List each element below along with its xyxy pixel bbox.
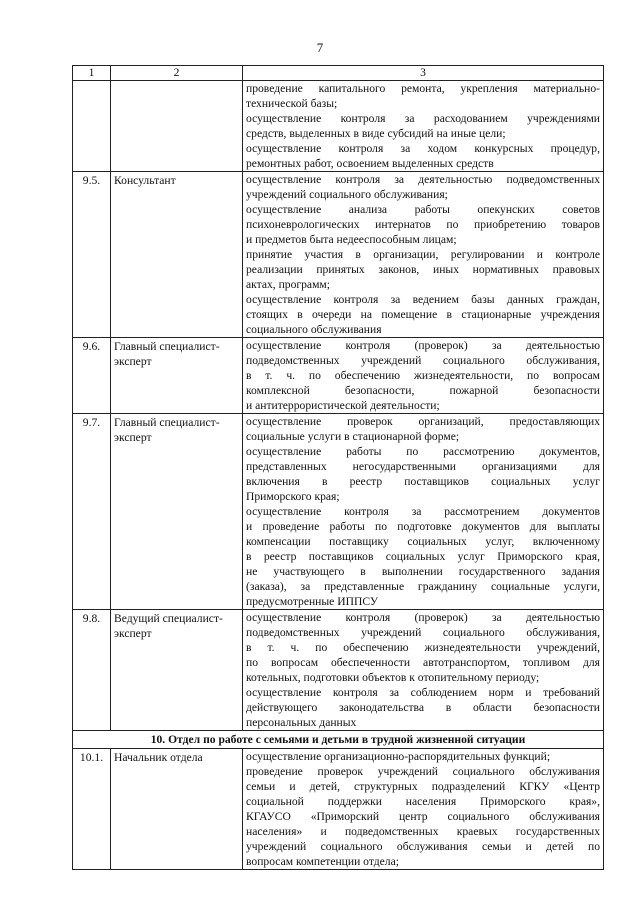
duty-line: в реестр поставщиков социальных услуг Приморского края, <box>246 550 600 563</box>
duty-line: вопросам компетенции отдела; <box>246 855 399 868</box>
duty-line: осуществление организационно-распорядительных функций; <box>246 750 551 763</box>
row-number <box>73 81 111 172</box>
duty-line: стоящих в очереди на помещение в стационарные учреждения <box>246 308 600 321</box>
duty-line: подведомственных учреждений социального обслуживания, <box>246 626 600 639</box>
table-row <box>73 172 604 338</box>
duties-cell <box>243 81 604 172</box>
duty-line: в т. ч. по обеспечению жизнедеятельности учреждений, <box>246 641 600 654</box>
duty-line: подведомственных учреждений социального обслуживания, <box>246 354 600 367</box>
duty-line: реализации принятых законов, иных нормативных правовых <box>246 263 600 276</box>
row-number: 10.1. <box>73 749 111 870</box>
duty-line: осуществление анализа работы опекунских советов <box>246 203 600 216</box>
table-row <box>73 749 604 870</box>
header-col-2: 2 <box>111 66 243 81</box>
duty-line: технической базы; <box>246 97 338 110</box>
position-title: Ведущий специалист-эксперт <box>111 610 243 731</box>
duty-line: психоневрологических интернатов по приобретению товаров <box>246 218 600 231</box>
duty-line: и проведение работы по подготовке документов для выплаты <box>246 520 600 533</box>
section-title: 10. Отдел по работе с семьями и детьми в трудной жизненной ситуации <box>73 731 604 749</box>
duty-line: по вопросам обеспеченности автотранспортом, топливом для <box>246 656 600 669</box>
duties-cell <box>243 610 604 731</box>
position-title <box>111 81 243 172</box>
duty-line: населения» и подведомственных краевых государственных <box>246 825 600 838</box>
duty-line: осуществление контроля за соблюдением норм и требований <box>246 686 600 699</box>
duty-line: включения в реестр поставщиков социальных услуг <box>246 475 600 488</box>
duties-cell <box>243 414 604 610</box>
duty-line: осуществление контроля (проверок) за деятельностью <box>246 611 600 624</box>
duty-line: в т. ч. по обеспечению жизнедеятельности, по вопросам <box>246 369 600 382</box>
row-number: 9.5. <box>73 172 111 338</box>
duty-line: принятие участия в организации, регулировании и контроле <box>246 248 600 261</box>
position-title: Начальник отдела <box>111 749 243 870</box>
duty-line: котельных, подготовки объектов к отопительному периоду; <box>246 671 540 684</box>
duty-line: представленных негосударственными организациями для <box>246 460 600 473</box>
duty-line: осуществление контроля за ведением базы данных граждан, <box>246 293 600 306</box>
duty-line: и антитеррористической деятельности; <box>246 399 440 412</box>
table-row <box>73 414 604 610</box>
duty-line: ремонтных работ, освоением выделенных средств <box>246 157 494 170</box>
duty-line: семьи и детей, структурных подразделений КГКУ «Центр <box>246 780 600 793</box>
duty-line: проведение проверок учреждений социального обслуживания <box>246 765 600 778</box>
duty-line: действующего законодательства в области безопасности <box>246 701 600 714</box>
duty-line: осуществление работы по рассмотрению документов, <box>246 445 600 458</box>
section-header-row <box>73 731 604 749</box>
duty-line: осуществление контроля за ходом конкурсных процедур, <box>246 142 600 155</box>
position-title: Консультант <box>111 172 243 338</box>
position-title: Главный специалист-эксперт <box>111 338 243 414</box>
duty-line: осуществление контроля за деятельностью подведомственных <box>246 173 600 186</box>
duty-line: (заказа), за представленные гражданину социальные услуги, <box>246 580 600 593</box>
header-col-1: 1 <box>73 66 111 81</box>
duty-line: осуществление контроля за рассмотрением документов <box>246 505 600 518</box>
position-title: Главный специалист-эксперт <box>111 414 243 610</box>
duty-line: не участвующего в выполнении государственного задания <box>246 565 600 578</box>
duty-line: актах, программ; <box>246 278 330 291</box>
duty-line: социального обслуживания <box>246 323 382 336</box>
table-row <box>73 338 604 414</box>
duty-line: осуществление контроля за расходованием учреждениями <box>246 112 600 125</box>
row-number: 9.8. <box>73 610 111 731</box>
duties-cell <box>243 172 604 338</box>
duty-line: комплексной безопасности, пожарной безопасности <box>246 384 600 397</box>
duty-line: Приморского края; <box>246 490 340 503</box>
duty-line: предусмотренные ИППСУ <box>246 595 379 608</box>
duty-line: социальные услуги в стационарной форме; <box>246 430 460 443</box>
header-row <box>73 66 604 81</box>
table-row <box>73 81 604 172</box>
duties-cell <box>243 338 604 414</box>
duties-table <box>72 65 604 870</box>
duty-line: осуществление контроля (проверок) за деятельностью <box>246 339 600 352</box>
duty-line: проведение капитального ремонта, укрепления материально- <box>246 82 600 95</box>
duty-line: и предметов быта недееспособным лицам; <box>246 233 457 246</box>
duty-line: персональных данных <box>246 716 357 729</box>
duty-line: учреждений социального обслуживания; <box>246 188 448 201</box>
duty-line: учреждений социального обслуживания семьи и детей по <box>246 840 600 853</box>
duties-cell <box>243 749 604 870</box>
row-number: 9.7. <box>73 414 111 610</box>
duty-line: компенсации поставщику социальных услуг, включенному <box>246 535 600 548</box>
duty-line: средств, выделенных в виде субсидий на иные цели; <box>246 127 506 140</box>
header-col-3: 3 <box>243 66 604 81</box>
row-number: 9.6. <box>73 338 111 414</box>
table-row <box>73 610 604 731</box>
duty-line: осуществление проверок организаций, предоставляющих <box>246 415 600 428</box>
duty-line: КГАУСО «Приморский центр социального обслуживания <box>246 810 600 823</box>
duty-line: социальной поддержки населения Приморского края», <box>246 795 600 808</box>
page-number: 7 <box>316 40 324 55</box>
